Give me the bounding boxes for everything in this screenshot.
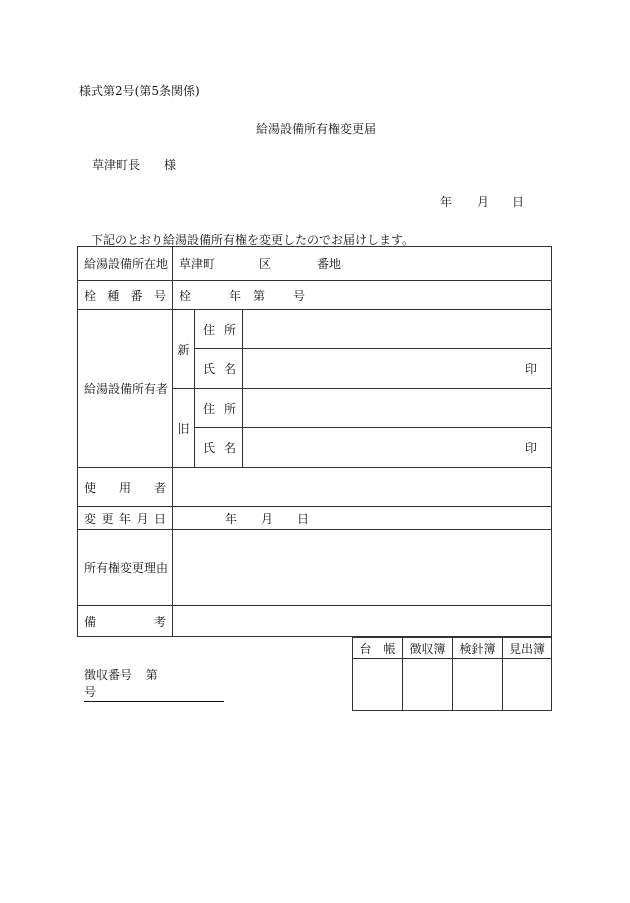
tap-go: 号: [293, 288, 306, 303]
fee-label: 徴収番号: [84, 668, 133, 682]
date-day: 日: [512, 195, 525, 209]
tap-number-field[interactable]: [173, 281, 552, 310]
location-field[interactable]: [173, 247, 552, 281]
new-name-label: 氏 名: [195, 349, 243, 389]
new-owner-label: 新: [173, 310, 195, 389]
location-town: 草津町: [179, 257, 216, 271]
ledger-stamp-daicho[interactable]: [353, 659, 403, 711]
new-name-field[interactable]: [243, 349, 552, 389]
owner-label: 給湯設備所有者: [78, 310, 173, 468]
new-address-label: 住 所: [195, 310, 243, 349]
old-seal-mark: 印: [525, 441, 538, 455]
user-label: 使 用 者: [78, 468, 173, 507]
tap-dai: 第: [253, 288, 266, 303]
tap-number-label: 栓 種 番 号: [78, 281, 173, 310]
ledger-header-choshubo: 徴収簿: [403, 638, 453, 659]
user-field[interactable]: [173, 468, 552, 507]
form-number: 様式第2号(第5条関係): [79, 84, 200, 98]
change-date-field[interactable]: [173, 507, 552, 530]
change-month: 月: [261, 511, 274, 526]
fee-number: [84, 666, 224, 702]
old-address-field[interactable]: [243, 389, 552, 428]
addressee: 草津町長 様: [92, 158, 177, 172]
change-day: 日: [297, 511, 310, 526]
ledger-header-daicho: 台 帳: [353, 638, 403, 659]
tap-year: 年: [229, 288, 242, 303]
remarks-field[interactable]: [173, 606, 552, 637]
page-title: 給湯設備所有権変更届: [256, 122, 377, 136]
new-address-field[interactable]: [243, 310, 552, 349]
notification-form: [77, 246, 552, 637]
ledger-header-midashibo: 見出簿: [503, 638, 552, 659]
date-year: 年: [440, 195, 453, 209]
old-name-label: 氏 名: [195, 428, 243, 468]
new-seal-mark: 印: [525, 362, 538, 376]
ledger-stamp-kenshinbo[interactable]: [453, 659, 503, 711]
fee-dai: 第: [145, 668, 158, 682]
location-label: 給湯設備所在地: [78, 247, 173, 281]
ledger-stamp-table: [352, 637, 552, 711]
change-year: 年: [225, 511, 238, 526]
tap-prefix: 栓: [179, 288, 192, 303]
old-address-label: 住 所: [195, 389, 243, 428]
ledger-stamp-midashibo[interactable]: [503, 659, 552, 711]
intro-text: 下記のとおり給湯設備所有権を変更したのでお届けします。: [91, 233, 415, 247]
location-ward: 区: [259, 257, 272, 271]
remarks-label: 備 考: [78, 606, 173, 637]
reason-field[interactable]: [173, 530, 552, 606]
ledger-stamp-choshubo[interactable]: [403, 659, 453, 711]
old-owner-label: 旧: [173, 389, 195, 468]
fee-go: 号: [84, 685, 97, 699]
change-date-label: 変 更 年 月 日: [78, 507, 173, 530]
date-month: 月: [477, 195, 490, 209]
ledger-header-kenshinbo: 検針簿: [453, 638, 503, 659]
location-lot: 番地: [317, 257, 342, 271]
reason-label: 所有権変更理由: [78, 530, 173, 606]
old-name-field[interactable]: [243, 428, 552, 468]
